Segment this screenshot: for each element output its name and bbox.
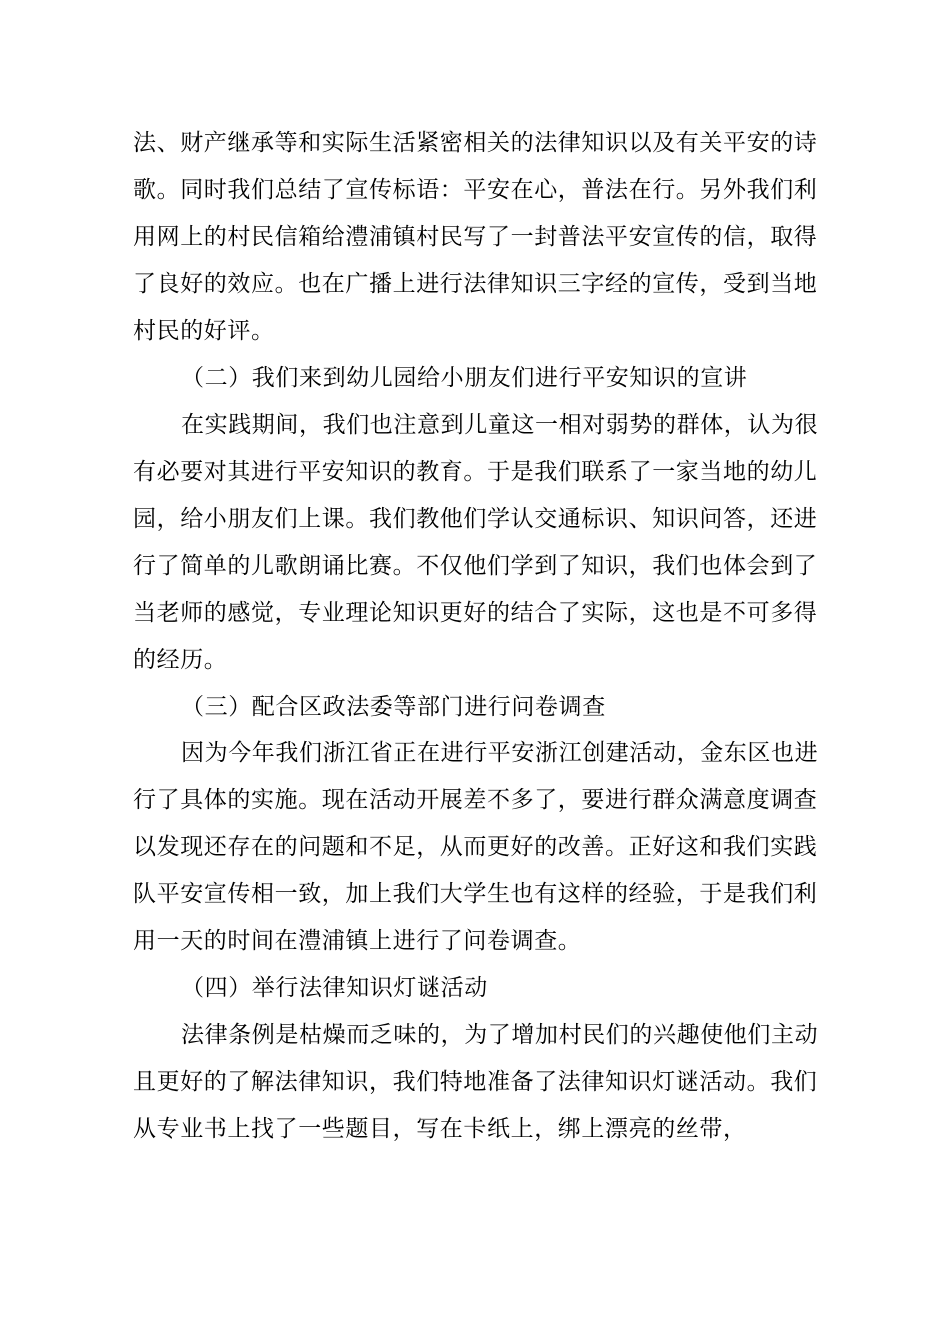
- paragraph-line: 的经历。: [133, 647, 228, 673]
- paragraph-line: 行了具体的实施。现在活动开展差不多了，要进行群众满意度调查: [133, 787, 818, 813]
- paragraph-line: 歌。同时我们总结了宣传标语：平安在心，普法在行。另外我们利: [133, 177, 818, 203]
- section-heading-4: （四）举行法律知识灯谜活动: [181, 975, 488, 1001]
- paragraph-line: 且更好的了解法律知识，我们特地准备了法律知识灯谜活动。我们: [133, 1069, 818, 1095]
- paragraph-line: 有必要对其进行平安知识的教育。于是我们联系了一家当地的幼儿: [133, 459, 818, 485]
- paragraph-line: 园，给小朋友们上课。我们教他们学认交通标识、知识问答，还进: [133, 506, 818, 532]
- section-heading-3: （三）配合区政法委等部门进行问卷调查: [181, 694, 606, 720]
- paragraph-line: 用网上的村民信箱给澧浦镇村民写了一封普法平安宣传的信，取得: [133, 224, 818, 250]
- paragraph-line: 因为今年我们浙江省正在进行平安浙江创建活动，金东区也进: [181, 740, 819, 766]
- paragraph-line: 队平安宣传相一致，加上我们大学生也有这样的经验，于是我们利: [133, 881, 818, 907]
- paragraph-line: 当老师的感觉，专业理论知识更好的结合了实际，这也是不可多得: [133, 600, 818, 626]
- paragraph-line: 在实践期间，我们也注意到儿童这一相对弱势的群体，认为很: [181, 412, 819, 438]
- paragraph-line: 以发现还存在的问题和不足，从而更好的改善。正好这和我们实践: [133, 834, 818, 860]
- paragraph-line: 了良好的效应。也在广播上进行法律知识三字经的宣传，受到当地: [133, 271, 818, 297]
- paragraph-line: 行了简单的儿歌朗诵比赛。不仅他们学到了知识，我们也体会到了: [133, 553, 818, 579]
- paragraph-line: 村民的好评。: [133, 318, 275, 344]
- section-heading-2: （二）我们来到幼儿园给小朋友们进行平安知识的宣讲: [181, 365, 748, 391]
- paragraph-line: 法、财产继承等和实际生活紧密相关的法律知识以及有关平安的诗: [133, 130, 818, 156]
- paragraph-line: 从专业书上找了一些题目，写在卡纸上，绑上漂亮的丝带，: [133, 1116, 747, 1142]
- paragraph-line: 法律条例是枯燥而乏味的，为了增加村民们的兴趣使他们主动: [181, 1022, 819, 1048]
- paragraph-line: 用一天的时间在澧浦镇上进行了问卷调查。: [133, 928, 582, 954]
